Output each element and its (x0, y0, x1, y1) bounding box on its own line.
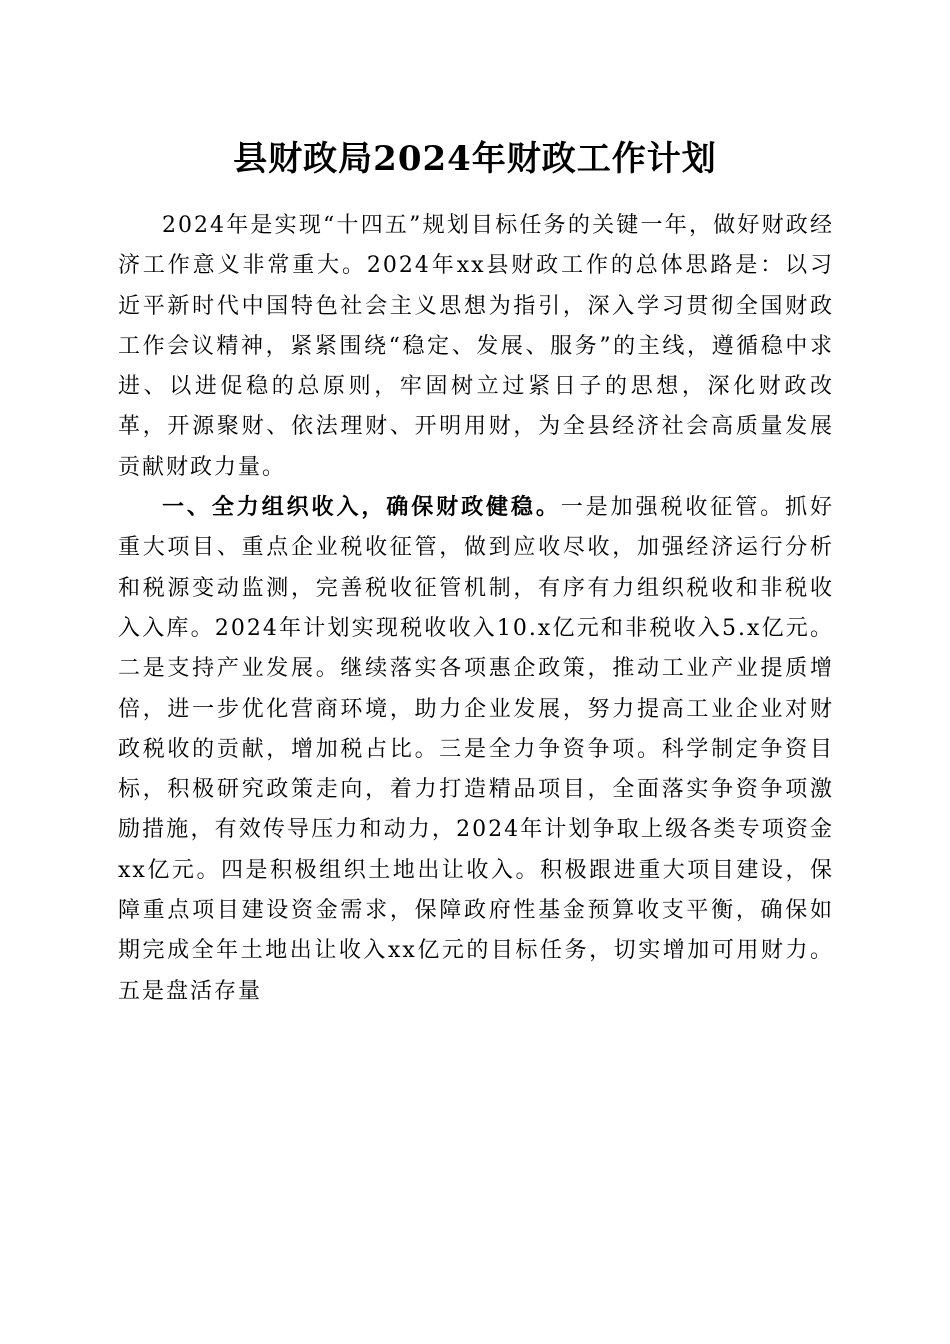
section-1-heading: 一、全力组织收入，确保财政健稳。 (162, 495, 561, 521)
paragraph-intro-text: 2024年是实现“十四五”规划目标任务的关键一年，做好财政经济工作意义非常重大。2024年xx县财政工作的总体思路是：以习近平新时代中国特色社会主义思想为指引，深入学习贯彻全国财政工作会议精神，紧紧围绕“稳定、发展、服务”的主线，遵循稳中求进、以进促稳的总原则，牢固树立过紧日子的思想，深化财政改革，开源聚财、依法理财、开明用财，为全县经济社会高质量发展贡献财政力量。 (118, 213, 834, 480)
paragraph-intro (118, 206, 834, 488)
section-1-text: 一是加强税收征管。抓好重大项目、重点企业税收征管，做到应收尽收，加强经济运行分析和税源变动监测，完善税收征管机制，有序有力组织税收和非税收入入库。2024年计划实现税收收入10.x亿元和非税收入5.x亿元。二是支持产业发展。继续落实各项惠企政策，推动工业产业提质增倍，进一步优化营商环境，助力企业发展，努力提高工业企业对财政税收的贡献，增加税占比。三是全力争资争项。科学制定争资目标，积极研究政策走向，着力打造精品项目，全面落实争资争项激励措施，有效传导压力和动力，2024年计划争取上级各类专项资金xx亿元。四是积极组织土地出让收入。积极跟进重大项目建设，保障重点项目建设资金需求，保障政府性基金预算收支平衡，确保如期完成全年土地出让收入xx亿元的目标任务，切实增加可用财力。五是盘活存量 (118, 495, 834, 1004)
paragraph-section-1 (118, 488, 834, 1012)
document-body (118, 206, 834, 1012)
document-title: 县财政局2024年财政工作计划 (233, 139, 717, 179)
